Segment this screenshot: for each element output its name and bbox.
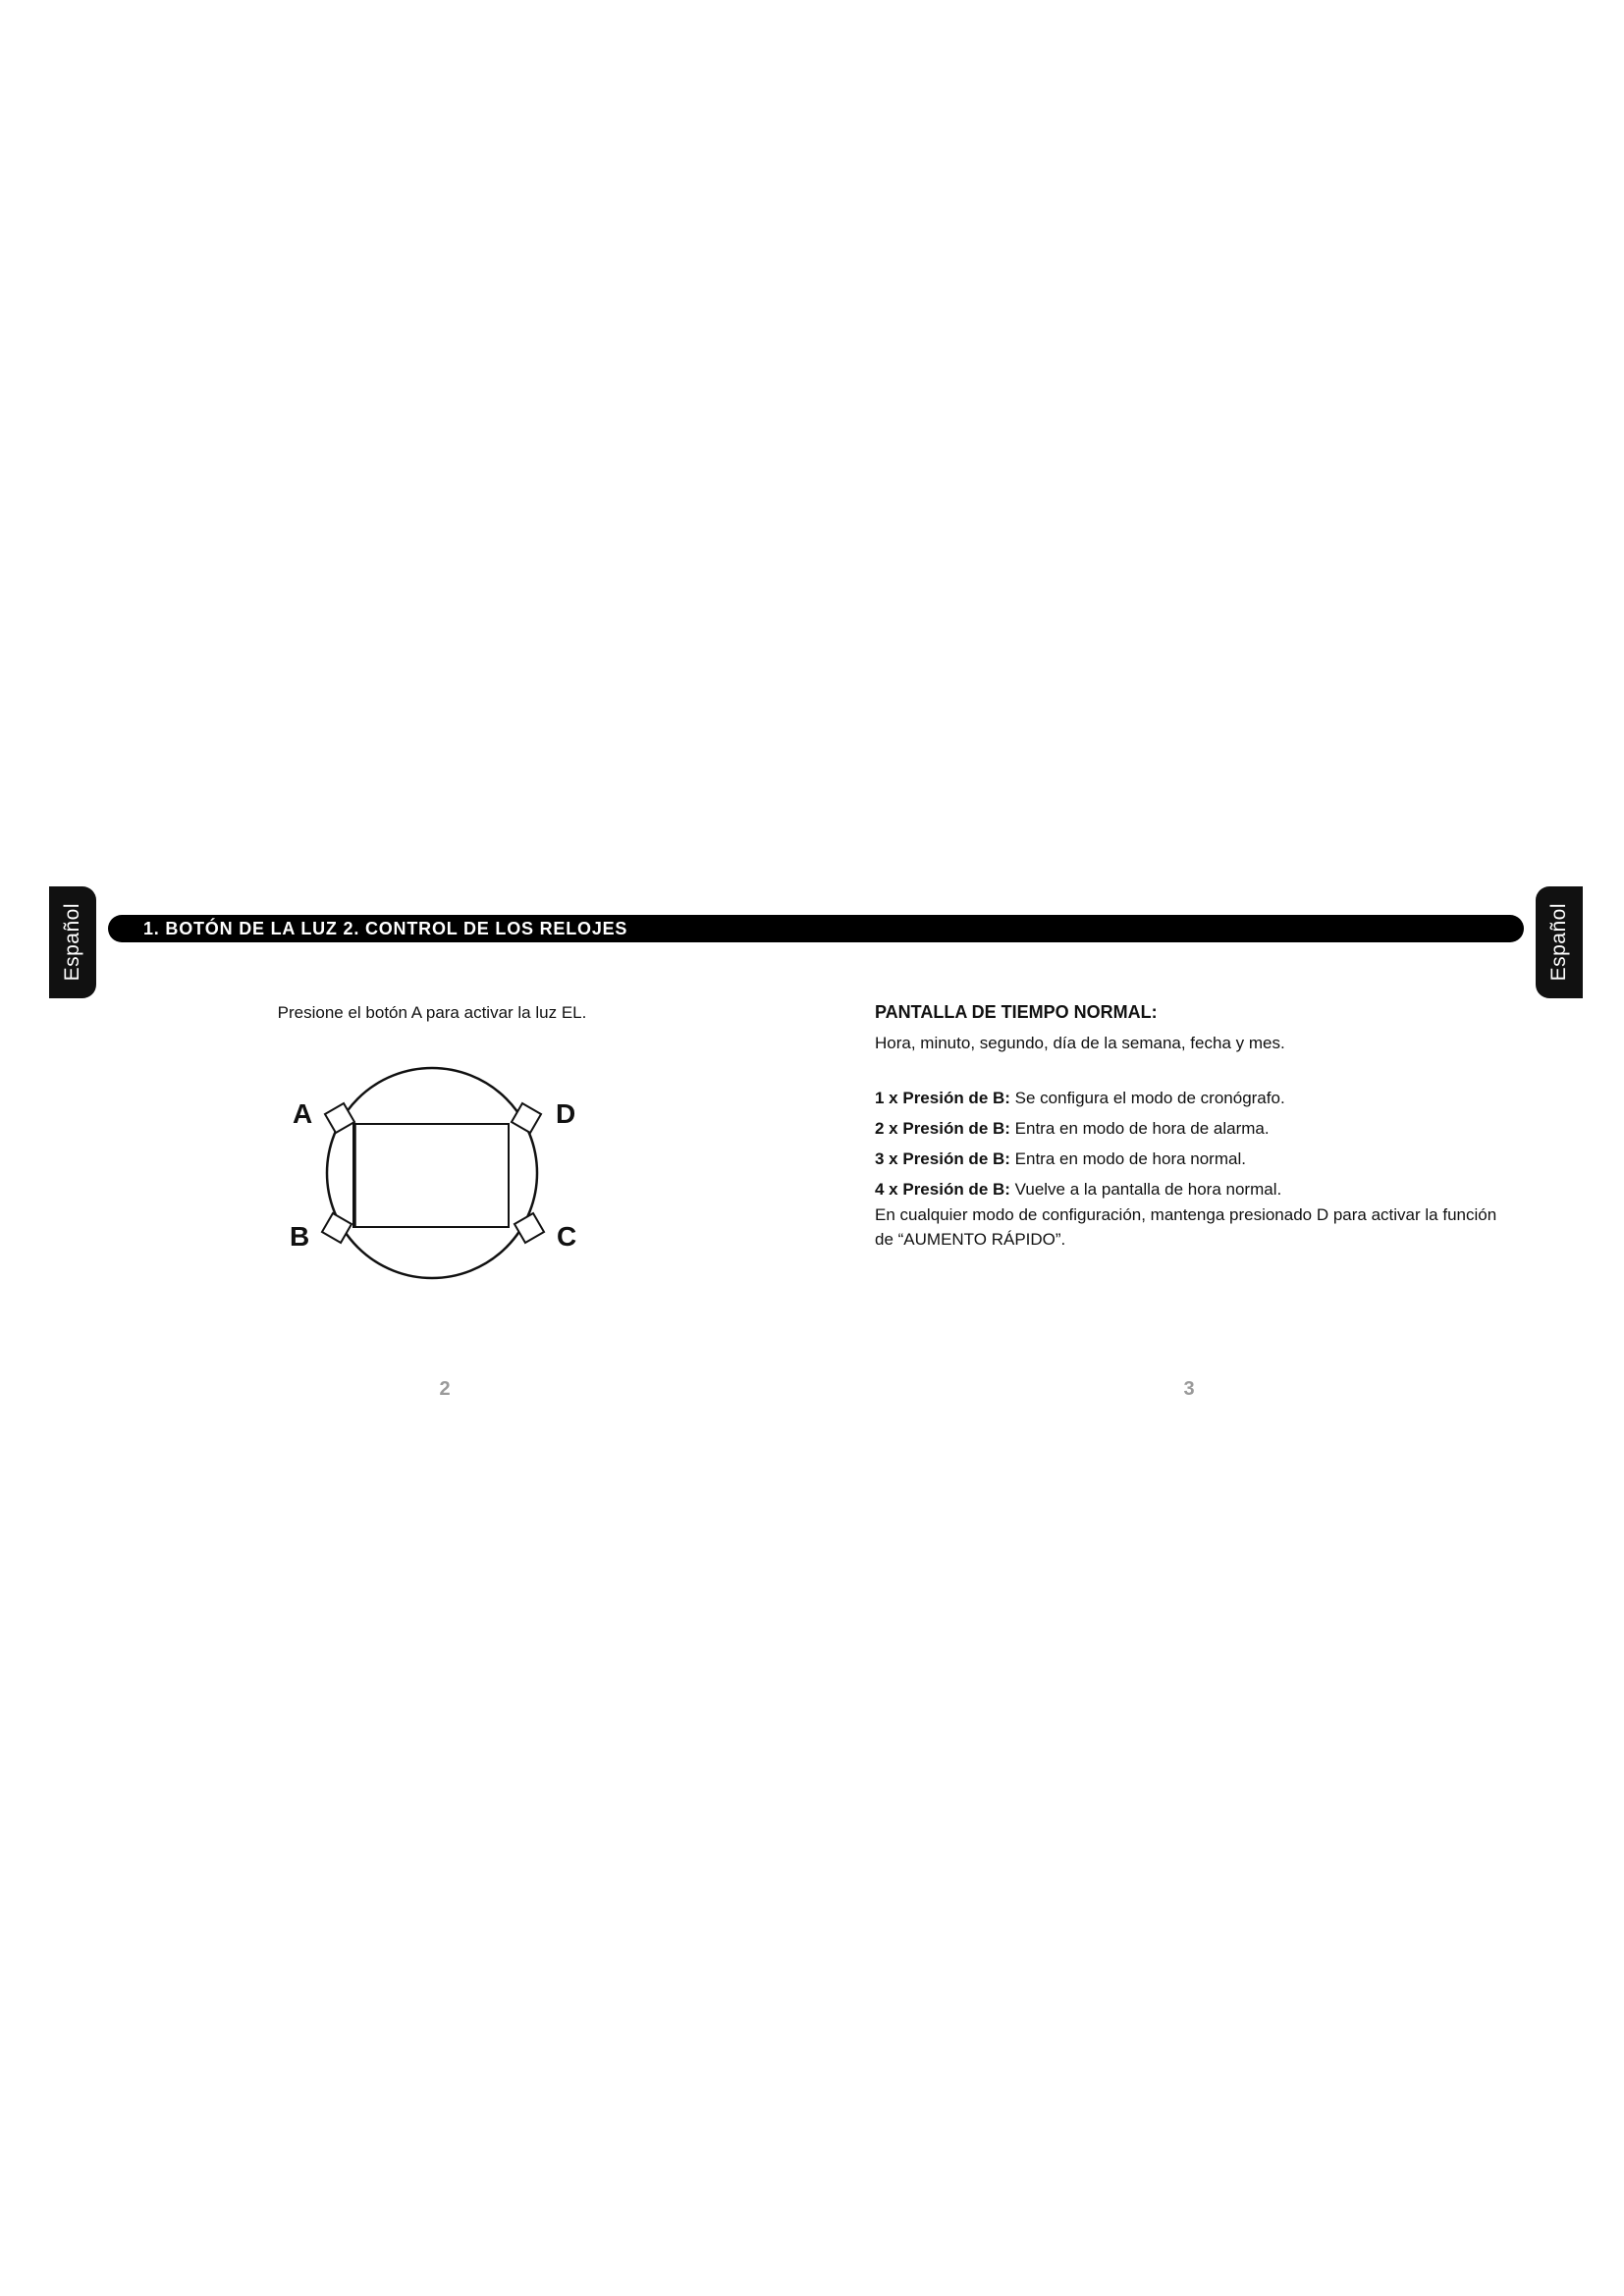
watch-display: [353, 1124, 509, 1227]
label-b: B: [290, 1221, 310, 1252]
step-label: 4 x Presión de B:: [875, 1180, 1010, 1199]
step-item: [875, 1178, 1503, 1201]
label-a: A: [293, 1098, 313, 1129]
page-number-left: 2: [439, 1378, 451, 1400]
language-tab-left-label: Español: [61, 903, 83, 982]
watch-case: [327, 1068, 537, 1278]
normal-time-section: [875, 1001, 1503, 1252]
normal-time-heading: PANTALLA DE TIEMPO NORMAL:: [875, 1002, 1158, 1022]
button-b-icon: [322, 1213, 352, 1243]
step-item: [875, 1148, 1503, 1170]
label-c: C: [557, 1221, 577, 1252]
language-tab-right-label: Español: [1547, 903, 1570, 982]
step-text: Entra en modo de hora normal.: [1009, 1149, 1246, 1168]
step-label: 2 x Presión de B:: [875, 1119, 1010, 1138]
step-label: 1 x Presión de B:: [875, 1089, 1010, 1107]
button-d-icon: [512, 1103, 541, 1133]
step-item: [875, 1087, 1503, 1109]
step-text: Se configura el modo de cronógrafo.: [1009, 1089, 1285, 1107]
normal-time-description: Hora, minuto, segundo, día de la semana, fecha y mes.: [875, 1034, 1285, 1052]
page-number-right: 3: [1183, 1378, 1195, 1400]
language-tab-left: [49, 886, 96, 998]
button-c-icon: [514, 1213, 544, 1243]
quick-advance-note: En cualquier modo de configuración, mantenga presionado D para activar la función de “AUMENTO RÁPIDO”.: [875, 1205, 1497, 1249]
section-title-bar: 1. BOTÓN DE LA LUZ 2. CONTROL DE LOS RELOJES: [108, 915, 1524, 942]
language-tab-right: [1536, 886, 1583, 998]
step-label: 3 x Presión de B:: [875, 1149, 1010, 1168]
light-button-caption: Presione el botón A para activar la luz EL.: [277, 1003, 587, 1022]
watch-diagram: [275, 1060, 609, 1306]
step-text: Entra en modo de hora de alarma.: [1009, 1119, 1270, 1138]
step-text: Vuelve a la pantalla de hora normal.: [1009, 1180, 1282, 1199]
step-item: [875, 1117, 1503, 1140]
label-d: D: [556, 1098, 576, 1129]
